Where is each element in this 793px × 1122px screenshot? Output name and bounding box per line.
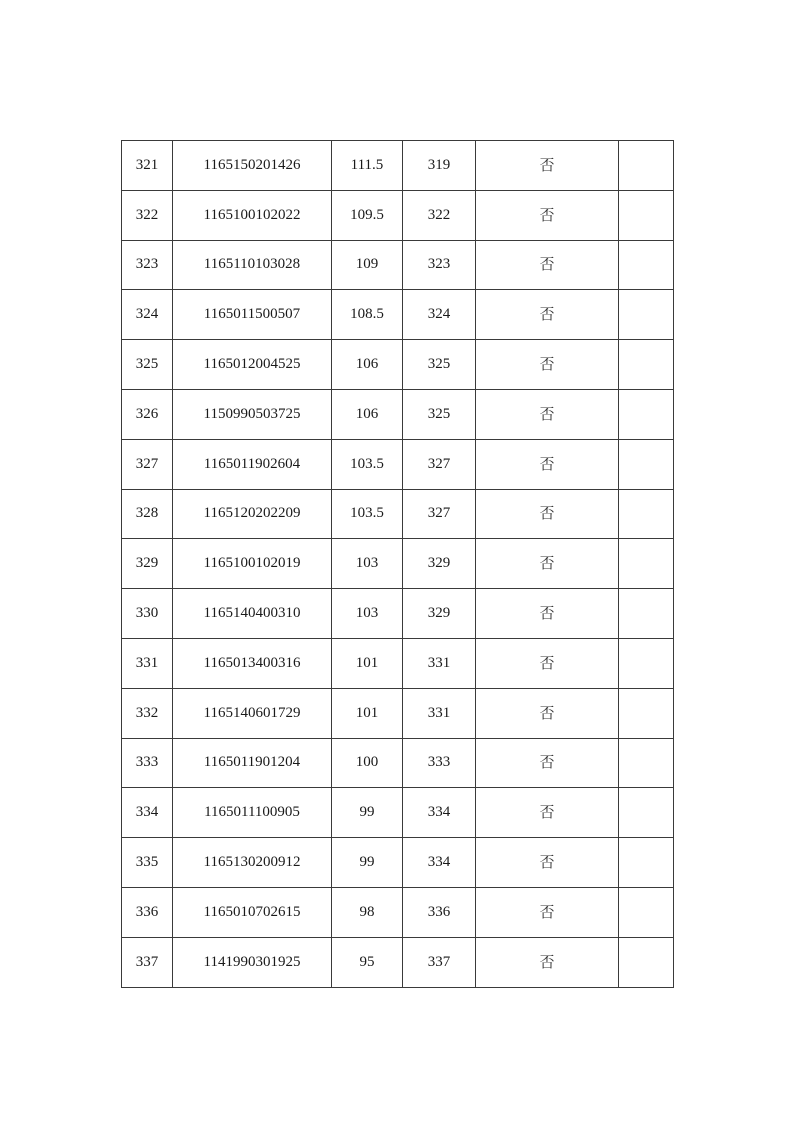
cell-candidate-id: 1165013400316 xyxy=(173,638,332,688)
cell-status-flag: 否 xyxy=(476,439,619,489)
table-row xyxy=(122,937,674,987)
cell-candidate-id: 1165150201426 xyxy=(173,141,332,191)
cell-sequence-number: 327 xyxy=(122,439,173,489)
cell-candidate-id: 1165011100905 xyxy=(173,788,332,838)
cell-sequence-number: 328 xyxy=(122,489,173,539)
cell-candidate-id: 1165100102019 xyxy=(173,539,332,589)
cell-remarks xyxy=(619,937,674,987)
cell-score: 101 xyxy=(332,638,403,688)
cell-candidate-id: 1165011902604 xyxy=(173,439,332,489)
cell-rank: 322 xyxy=(403,190,476,240)
cell-rank: 333 xyxy=(403,738,476,788)
table-row xyxy=(122,389,674,439)
cell-remarks xyxy=(619,788,674,838)
table-row xyxy=(122,340,674,390)
cell-candidate-id: 1165012004525 xyxy=(173,340,332,390)
cell-status-flag: 否 xyxy=(476,788,619,838)
table-row xyxy=(122,539,674,589)
cell-sequence-number: 322 xyxy=(122,190,173,240)
cell-remarks xyxy=(619,738,674,788)
cell-remarks xyxy=(619,439,674,489)
cell-remarks xyxy=(619,290,674,340)
cell-remarks xyxy=(619,340,674,390)
cell-remarks xyxy=(619,489,674,539)
cell-score: 98 xyxy=(332,887,403,937)
cell-status-flag: 否 xyxy=(476,887,619,937)
cell-score: 103 xyxy=(332,589,403,639)
cell-sequence-number: 324 xyxy=(122,290,173,340)
cell-candidate-id: 1165120202209 xyxy=(173,489,332,539)
cell-sequence-number: 336 xyxy=(122,887,173,937)
cell-rank: 329 xyxy=(403,589,476,639)
cell-remarks xyxy=(619,190,674,240)
cell-score: 101 xyxy=(332,688,403,738)
cell-score: 108.5 xyxy=(332,290,403,340)
cell-sequence-number: 337 xyxy=(122,937,173,987)
table-row xyxy=(122,439,674,489)
cell-status-flag: 否 xyxy=(476,589,619,639)
cell-status-flag: 否 xyxy=(476,389,619,439)
cell-sequence-number: 326 xyxy=(122,389,173,439)
cell-remarks xyxy=(619,887,674,937)
cell-status-flag: 否 xyxy=(476,738,619,788)
cell-remarks xyxy=(619,539,674,589)
cell-sequence-number: 325 xyxy=(122,340,173,390)
cell-sequence-number: 332 xyxy=(122,688,173,738)
table-row xyxy=(122,788,674,838)
cell-status-flag: 否 xyxy=(476,539,619,589)
cell-candidate-id: 1165140400310 xyxy=(173,589,332,639)
cell-sequence-number: 329 xyxy=(122,539,173,589)
cell-rank: 325 xyxy=(403,389,476,439)
cell-sequence-number: 323 xyxy=(122,240,173,290)
table-row xyxy=(122,190,674,240)
table-row xyxy=(122,838,674,888)
cell-status-flag: 否 xyxy=(476,240,619,290)
cell-sequence-number: 331 xyxy=(122,638,173,688)
results-table-body xyxy=(122,141,674,988)
cell-remarks xyxy=(619,389,674,439)
cell-candidate-id: 1165110103028 xyxy=(173,240,332,290)
cell-score: 99 xyxy=(332,838,403,888)
cell-sequence-number: 334 xyxy=(122,788,173,838)
cell-rank: 323 xyxy=(403,240,476,290)
cell-remarks xyxy=(619,838,674,888)
cell-remarks xyxy=(619,638,674,688)
cell-rank: 334 xyxy=(403,788,476,838)
cell-candidate-id: 1165011901204 xyxy=(173,738,332,788)
cell-candidate-id: 1165140601729 xyxy=(173,688,332,738)
cell-score: 106 xyxy=(332,340,403,390)
cell-score: 109 xyxy=(332,240,403,290)
cell-rank: 325 xyxy=(403,340,476,390)
cell-remarks xyxy=(619,589,674,639)
cell-candidate-id: 1150990503725 xyxy=(173,389,332,439)
cell-candidate-id: 1165100102022 xyxy=(173,190,332,240)
cell-score: 109.5 xyxy=(332,190,403,240)
table-row xyxy=(122,589,674,639)
cell-remarks xyxy=(619,141,674,191)
cell-score: 103.5 xyxy=(332,439,403,489)
cell-score: 103.5 xyxy=(332,489,403,539)
cell-remarks xyxy=(619,240,674,290)
cell-score: 99 xyxy=(332,788,403,838)
cell-score: 106 xyxy=(332,389,403,439)
cell-rank: 336 xyxy=(403,887,476,937)
cell-rank: 331 xyxy=(403,638,476,688)
cell-score: 100 xyxy=(332,738,403,788)
cell-rank: 331 xyxy=(403,688,476,738)
cell-score: 111.5 xyxy=(332,141,403,191)
cell-candidate-id: 1165130200912 xyxy=(173,838,332,888)
cell-status-flag: 否 xyxy=(476,638,619,688)
table-row xyxy=(122,638,674,688)
cell-candidate-id: 1165011500507 xyxy=(173,290,332,340)
table-row xyxy=(122,141,674,191)
cell-rank: 319 xyxy=(403,141,476,191)
cell-rank: 329 xyxy=(403,539,476,589)
cell-rank: 324 xyxy=(403,290,476,340)
cell-rank: 337 xyxy=(403,937,476,987)
cell-sequence-number: 333 xyxy=(122,738,173,788)
table-row xyxy=(122,738,674,788)
cell-status-flag: 否 xyxy=(476,489,619,539)
table-row xyxy=(122,887,674,937)
table-row xyxy=(122,240,674,290)
table-row xyxy=(122,688,674,738)
cell-rank: 327 xyxy=(403,439,476,489)
cell-rank: 334 xyxy=(403,838,476,888)
cell-rank: 327 xyxy=(403,489,476,539)
cell-sequence-number: 335 xyxy=(122,838,173,888)
cell-status-flag: 否 xyxy=(476,937,619,987)
cell-score: 95 xyxy=(332,937,403,987)
results-table xyxy=(121,140,674,988)
cell-candidate-id: 1141990301925 xyxy=(173,937,332,987)
cell-remarks xyxy=(619,688,674,738)
cell-sequence-number: 321 xyxy=(122,141,173,191)
cell-sequence-number: 330 xyxy=(122,589,173,639)
cell-status-flag: 否 xyxy=(476,190,619,240)
table-row xyxy=(122,489,674,539)
cell-candidate-id: 1165010702615 xyxy=(173,887,332,937)
cell-status-flag: 否 xyxy=(476,141,619,191)
cell-status-flag: 否 xyxy=(476,340,619,390)
cell-score: 103 xyxy=(332,539,403,589)
cell-status-flag: 否 xyxy=(476,688,619,738)
cell-status-flag: 否 xyxy=(476,838,619,888)
cell-status-flag: 否 xyxy=(476,290,619,340)
table-row xyxy=(122,290,674,340)
